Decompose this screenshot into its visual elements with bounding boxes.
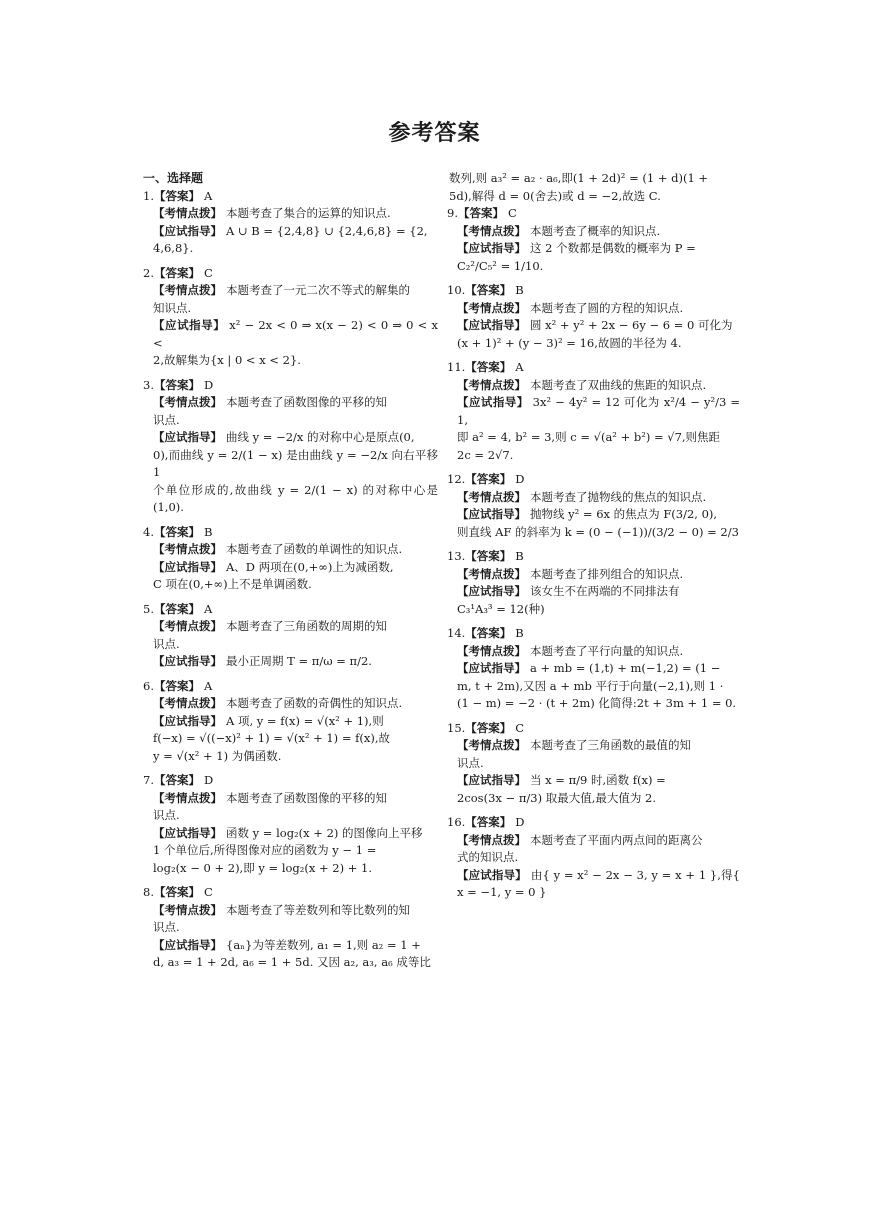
explanation-text: (x + 1)² + (y − 3)² = 16,故圆的半径为 4. [457,335,682,350]
question-number: 5. [143,601,154,616]
answer-item [447,359,740,464]
explanation-text: (1 − m) = −2 · (t + 2m) 化简得:2t + 3m + 1 = 0. [457,696,737,710]
explanation-line [143,636,438,654]
explanation-line [447,678,740,696]
explanation-text: 识点. [153,636,180,651]
explanation-tag: 【应试指导】 [457,773,526,787]
answer-header [447,205,740,223]
explanation-line [143,730,438,748]
answer-item [143,524,438,594]
section-heading: 一、选择题 [143,171,204,185]
explanation-text: 最小正周期 T = π/ω = π/2. [226,654,372,668]
answer-choice: B [515,283,524,297]
explanation-text: d, a₃ = 1 + 2d, a₆ = 1 + 5d. 又因 a₂, a₃, a₆ 成等比 [153,955,431,969]
answer-choice: C [203,265,213,280]
explanation-line [143,482,438,517]
answer-choice: D [515,472,525,486]
right-column [447,170,740,909]
explanation-text: 该女生不在两端的不同排法有 [530,584,680,598]
answer-label: 【答案】 [465,360,512,374]
explanation-tag: 【考情点拨】 [457,738,526,752]
explanation-line [447,489,740,507]
explanation-text: 2c = 2√7. [457,447,514,462]
explanation-text: {aₙ}为等差数列, a₁ = 1,则 a₂ = 1 + [226,937,421,952]
answer-header [143,601,438,619]
answer-header [447,814,740,832]
explanation-text: 识点. [457,755,484,770]
answer-choice: D [203,377,214,392]
answer-label: 【答案】 [465,815,512,829]
explanation-tag: 【考情点拨】 [153,395,222,409]
explanation-line [447,566,740,584]
explanation-text: 0),而曲线 y = 2/(1 − x) 是由曲线 y = −2/x 向右平移 1 [153,447,438,479]
explanation-text: C₂²/C₅² = 1/10. [457,258,544,273]
explanation-line [447,737,740,755]
explanation-tag: 【考情点拨】 [457,489,526,504]
spacer [447,903,740,909]
answer-label: 【答案】 [153,885,200,899]
explanation-text: f(−x) = √((−x)² + 1) = √(x² + 1) = f(x),故 [153,731,390,745]
explanation-tag: 【考情点拨】 [153,542,222,556]
answer-header [447,720,740,738]
answer-item [447,205,740,275]
explanation-text: a + mb = (1,t) + m(−1,2) = (1 − [530,661,721,675]
explanation-line [143,860,438,878]
explanation-text: 本题考查了双曲线的焦距的知识点. [530,377,707,392]
explanation-tag: 【考情点拨】 [153,619,222,633]
answer-item [447,720,740,808]
explanation-line [447,643,740,661]
explanation-line [447,258,740,276]
explanation-text: 识点. [153,808,180,822]
explanation-tag: 【应试指导】 [457,661,526,675]
explanation-tag: 【考情点拨】 [457,643,526,658]
answer-item [447,814,740,902]
explanation-text: 本题考查了等差数列和等比数列的知 [226,902,410,917]
answer-choice: D [515,815,525,829]
question-number: 11. [447,360,466,374]
explanation-line [143,807,438,825]
explanation-text: 2cos(3x − π/3) 取最大值,最大值为 2. [457,790,656,805]
answer-choice: B [515,549,524,563]
explanation-text: 本题考查了函数图像的平移的知 [226,395,387,409]
answer-label: 【答案】 [153,377,200,392]
answer-label: 【答案】 [153,265,200,280]
explanation-text: C 项在(0,+∞)上不是单调函数. [153,577,312,591]
explanation-line [447,223,740,241]
explanation-line [143,954,438,972]
explanation-line [143,842,438,860]
explanation-line [143,541,438,559]
page-title: 参考答案 [388,121,481,146]
left-column [143,170,438,979]
answer-header [143,377,438,395]
answer-header [447,282,740,300]
explanation-text: A ∪ B = {2,4,8} ∪ {2,4,6,8} = {2, [226,223,428,238]
answer-choice: D [203,773,214,787]
explanation-text: 本题考查了一元二次不等式的解集的 [226,283,410,297]
explanation-tag: 【应试指导】 [153,825,222,840]
explanation-tag: 【应试指导】 [457,241,526,255]
explanation-line [143,205,438,223]
answer-item [447,625,740,713]
right-answer-list [447,205,740,909]
explanation-line [447,583,740,601]
explanation-line [447,524,740,542]
answer-label: 【答案】 [465,472,512,486]
explanation-tag: 【应试指导】 [153,937,222,952]
left-answer-list [143,188,438,979]
explanation-line [143,576,438,594]
explanation-line [143,902,438,920]
question-number: 16. [447,815,466,829]
explanation-text: 由{ y = x² − 2x − 3, y = x + 1 },得{ x = −1, y = 0 } [457,867,740,899]
explanation-line [447,601,740,619]
explanation-text: 识点. [153,920,180,934]
explanation-line [143,695,438,713]
answer-header [143,772,438,790]
question-number: 13. [447,549,466,563]
explanation-line [447,335,740,353]
explanation-line [143,300,438,318]
question-number: 10. [447,283,466,297]
explanation-text: 2,故解集为{x | 0 < x < 2}. [153,353,301,367]
explanation-text: 1 个单位后,所得图像对应的函数为 y − 1 = [153,843,377,857]
answer-header [143,678,438,696]
explanation-line [143,825,438,843]
continued-answer-8 [447,170,740,205]
explanation-text: 知识点. [153,300,192,315]
explanation-line [447,447,740,465]
explanation-text: 本题考查了抛物线的焦点的知识点. [530,489,707,504]
answer-choice: C [507,206,517,220]
explanation-tag: 【考情点拨】 [153,206,222,220]
answer-label: 【答案】 [153,773,200,787]
answer-item [143,188,438,258]
explanation-line [143,937,438,955]
explanation-text: 本题考查了三角函数的周期的知 [226,619,387,633]
answer-label: 【答案】 [457,206,504,220]
explanation-text: m, t + 2m),又因 a + mb 平行于向量(−2,1),则 1 · [457,678,724,693]
explanation-text: 本题考查了排列组合的知识点. [530,566,684,581]
explanation-text: x² − 2x < 0 ⇒ x(x − 2) < 0 ⇒ 0 < x < [153,318,438,350]
explanation-text: 本题考查了函数的奇偶性的知识点. [226,696,403,710]
explanation-line [447,317,740,335]
explanation-tag: 【应试指导】 [153,430,222,444]
explanation-line [447,790,740,808]
answer-label: 【答案】 [465,283,512,297]
answer-choice: A [515,360,524,374]
answer-header [143,884,438,902]
question-number: 15. [447,720,466,735]
answer-item [143,884,438,972]
answer-item [143,772,438,877]
question-number: 1. [143,188,154,203]
explanation-text: 4,6,8}. [153,241,194,255]
explanation-text: 圆 x² + y² + 2x − 6y − 6 = 0 可化为 [530,318,733,332]
explanation-text: 本题考查了平面内两点间的距离公 [530,832,703,847]
answer-header [143,524,438,542]
explanation-text: 当 x = π/9 时,函数 f(x) = [530,773,666,787]
continued-line: 数列,则 a₃² = a₂ · a₆,即(1 + 2d)² = (1 + d)(1 + [449,171,709,185]
question-number: 3. [143,377,154,392]
explanation-text: 本题考查了圆的方程的知识点. [530,300,684,315]
continued-line: 5d),解得 d = 0(舍去)或 d = −2,故选 C. [449,188,661,203]
explanation-line [447,695,740,713]
answer-choice: A [203,601,213,616]
explanation-tag: 【应试指导】 [153,654,222,668]
explanation-tag: 【应试指导】 [457,584,526,598]
answer-item [143,377,438,517]
explanation-tag: 【考情点拨】 [457,377,526,392]
explanation-line [143,240,438,258]
explanation-text: 抛物线 y² = 6x 的焦点为 F(3/2, 0), [530,507,718,521]
explanation-text: 个单位形成的,故曲线 y = 2/(1 − x) 的对称中心是(1,0). [153,482,438,514]
explanation-line [447,506,740,524]
explanation-line [143,790,438,808]
explanation-line [143,618,438,636]
spacer [143,973,438,979]
answer-choice: B [515,626,524,640]
explanation-line [143,653,438,671]
explanation-text: 本题考查了三角函数的最值的知 [530,738,691,752]
answer-label: 【答案】 [153,188,200,203]
explanation-text: 本题考查了函数的单调性的知识点. [226,542,403,556]
explanation-tag: 【应试指导】 [153,559,222,574]
explanation-line [447,660,740,678]
answer-label: 【答案】 [153,601,200,616]
answer-label: 【答案】 [465,626,512,640]
explanation-line [447,429,740,447]
explanation-text: 本题考查了函数图像的平移的知 [226,790,387,805]
explanation-line [143,559,438,577]
answer-choice: C [203,885,213,899]
explanation-line [143,412,438,430]
question-number: 7. [143,773,154,787]
explanation-line [143,447,438,482]
explanation-text: 识点. [153,412,180,427]
explanation-text: A 项, y = f(x) = √(x² + 1),则 [226,713,384,728]
explanation-tag: 【考情点拨】 [457,566,526,581]
explanation-line [447,240,740,258]
question-number: 8. [143,885,154,899]
explanation-text: 本题考查了概率的知识点. [530,223,661,238]
explanation-line [143,713,438,731]
answer-label: 【答案】 [153,678,200,693]
answer-label: 【答案】 [465,720,512,735]
explanation-tag: 【应试指导】 [153,223,222,238]
answer-header [143,188,438,206]
answer-choice: C [515,720,525,735]
explanation-text: 则直线 AF 的斜率为 k = (0 − (−1))/(3/2 − 0) = 2/3 [457,524,739,539]
answer-item [447,471,740,541]
answer-item [143,678,438,766]
answer-choice: A [203,678,213,693]
answer-item [447,548,740,618]
question-number: 4. [143,524,154,539]
answer-item [143,265,438,370]
question-number: 9. [447,206,458,220]
explanation-tag: 【应试指导】 [153,713,222,728]
explanation-tag: 【应试指导】 [457,395,529,409]
explanation-text: 3x² − 4y² = 12 可化为 x²/4 − y²/3 = 1, [457,395,741,427]
answer-header [143,265,438,283]
answer-label: 【答案】 [465,549,512,563]
explanation-line [143,429,438,447]
explanation-tag: 【考情点拨】 [457,300,526,315]
answer-item [143,601,438,671]
explanation-line [447,772,740,790]
explanation-line [447,394,740,429]
explanation-tag: 【考情点拨】 [153,790,222,805]
explanation-text: 函数 y = log₂(x + 2) 的图像向上平移 [226,825,423,840]
answer-header [447,359,740,377]
explanation-line [447,377,740,395]
explanation-line [143,394,438,412]
explanation-line [143,223,438,241]
explanation-tag: 【应试指导】 [457,507,526,521]
explanation-text: log₂(x − 0 + 2),即 y = log₂(x + 2) + 1. [153,860,373,875]
explanation-tag: 【考情点拨】 [153,283,222,297]
explanation-line [143,352,438,370]
explanation-text: 这 2 个数都是偶数的概率为 P = [530,241,696,255]
explanation-tag: 【考情点拨】 [457,223,526,238]
explanation-text: C₃¹A₃³ = 12(种) [457,601,545,616]
explanation-line [143,317,438,352]
explanation-line [447,867,740,902]
question-number: 6. [143,678,154,693]
explanation-tag: 【考情点拨】 [457,832,526,847]
question-number: 2. [143,265,154,280]
explanation-text: 本题考查了平行向量的知识点. [530,643,684,658]
explanation-tag: 【考情点拨】 [153,902,222,917]
explanation-line [447,849,740,867]
answer-choice: B [203,524,213,539]
answer-label: 【答案】 [153,524,200,539]
answer-choice: A [203,188,213,203]
explanation-tag: 【应试指导】 [457,867,527,882]
explanation-text: 式的知识点. [457,850,519,864]
answer-header [447,625,740,643]
answer-header [447,548,740,566]
explanation-tag: 【应试指导】 [153,318,226,332]
explanation-text: 曲线 y = −2/x 的对称中心是原点(0, [226,430,415,444]
explanation-line [143,282,438,300]
explanation-line [143,748,438,766]
answer-header [447,471,740,489]
answer-item [447,282,740,352]
explanation-text: A、D 两项在(0,+∞)上为减函数, [226,559,394,574]
explanation-tag: 【考情点拨】 [153,696,222,710]
explanation-text: y = √(x² + 1) 为偶函数. [153,748,282,763]
explanation-line [143,919,438,937]
explanation-line [447,755,740,773]
explanation-text: 即 a² = 4, b² = 3,则 c = √(a² + b²) = √7,则焦距 [457,430,721,444]
question-number: 14. [447,626,466,640]
explanation-tag: 【应试指导】 [457,318,526,332]
explanation-text: 本题考查了集合的运算的知识点. [226,206,391,220]
explanation-line [447,832,740,850]
explanation-line [447,300,740,318]
question-number: 12. [447,472,466,486]
